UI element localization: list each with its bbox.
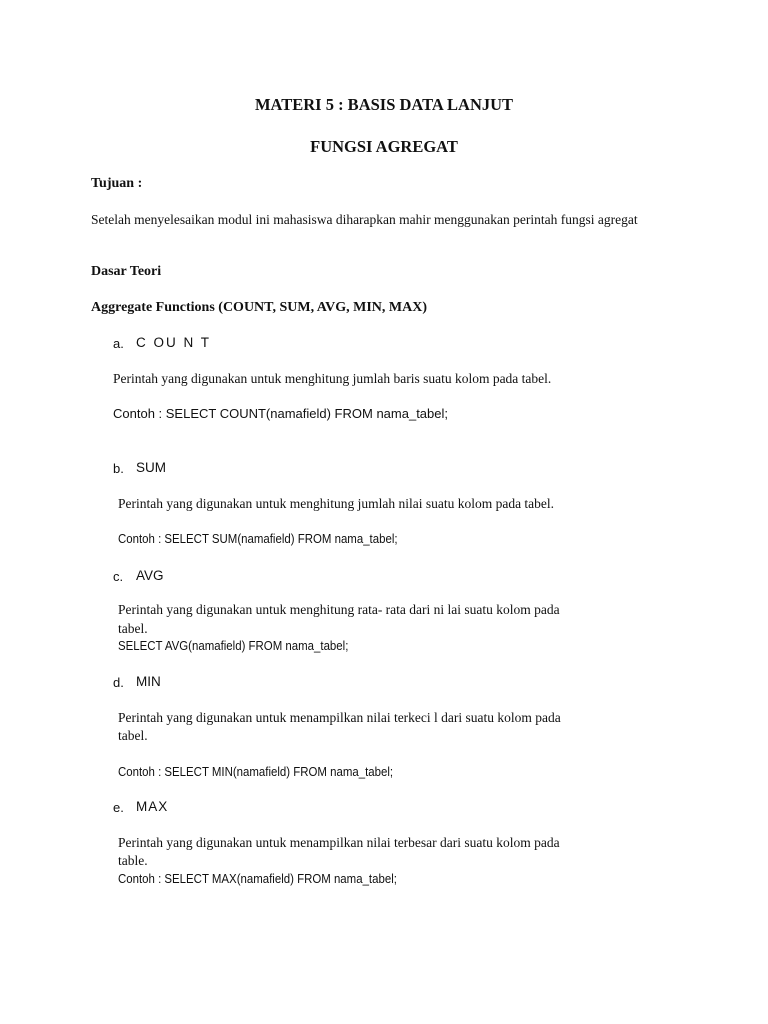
item-marker-min: d. xyxy=(113,675,124,690)
item-title-avg: AVG xyxy=(136,568,164,583)
item-marker-sum: b. xyxy=(113,461,124,476)
aggregate-functions-heading: Aggregate Functions (COUNT, SUM, AVG, MIN, MAX) xyxy=(91,300,427,315)
tujuan-heading: Tujuan : xyxy=(91,176,143,191)
item-title-max: MAX xyxy=(136,799,169,814)
item-description-min: Perintah yang digunakan untuk menampilkan nilai terkeci l dari suatu kolom pada xyxy=(118,710,561,725)
document-title: MATERI 5 : BASIS DATA LANJUT xyxy=(254,95,514,114)
document-subtitle: FUNGSI AGREGAT xyxy=(310,137,458,156)
item-description-avg-cont: tabel. xyxy=(118,621,148,636)
item-example-sum: Contoh : SELECT SUM(namafield) FROM nama_tabel; xyxy=(118,531,398,546)
item-title-sum: SUM xyxy=(136,460,166,475)
item-example-avg: SELECT AVG(namafield) FROM nama_tabel; xyxy=(118,638,349,653)
item-title-min: MIN xyxy=(136,674,161,689)
item-description-avg: Perintah yang digunakan untuk menghitung rata- rata dari ni lai suatu kolom pada xyxy=(118,602,560,617)
item-title-count: C OU N T xyxy=(136,335,212,350)
tujuan-text: Setelah menyelesaikan modul ini mahasiswa diharapkan mahir menggunakan perintah fungsi agregat xyxy=(91,212,638,227)
item-description-count: Perintah yang digunakan untuk menghitung jumlah baris suatu kolom pada tabel. xyxy=(113,371,552,386)
item-marker-avg: c. xyxy=(113,569,124,584)
item-description-max-cont: table. xyxy=(118,853,148,868)
dasar-teori-heading: Dasar Teori xyxy=(91,264,162,279)
item-description-max: Perintah yang digunakan untuk menampilkan nilai terbesar dari suatu kolom pada xyxy=(118,835,560,850)
item-marker-max: e. xyxy=(113,800,124,815)
item-description-sum: Perintah yang digunakan untuk menghitung jumlah nilai suatu kolom pada tabel. xyxy=(118,496,555,511)
item-description-min-cont: tabel. xyxy=(118,728,148,743)
item-marker-count: a. xyxy=(113,336,124,351)
item-example-min: Contoh : SELECT MIN(namafield) FROM nama_tabel; xyxy=(118,764,394,779)
item-example-max: Contoh : SELECT MAX(namafield) FROM nama_tabel; xyxy=(118,871,397,886)
item-example-count: Contoh : SELECT COUNT(namafield) FROM nama_tabel; xyxy=(113,406,448,421)
